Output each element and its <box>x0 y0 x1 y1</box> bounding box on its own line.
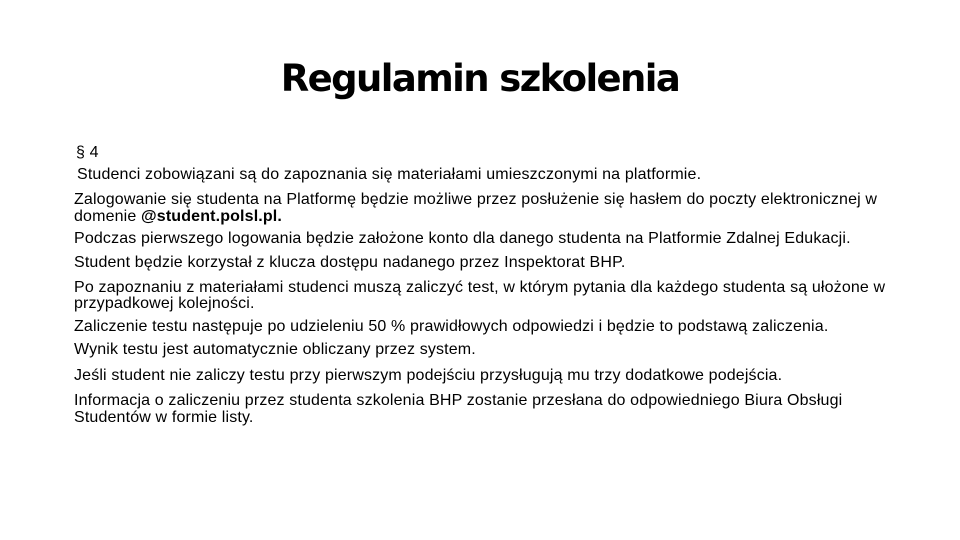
paragraph-6: Zaliczenie testu następuje po udzieleniu 50 % prawidłowych odpowiedzi i będzie to podstawą zaliczenia. <box>74 317 829 335</box>
email-domain: @student.polsl.pl. <box>141 207 282 225</box>
paragraph-1: Studenci zobowiązani są do zapoznania się materiałami umieszczonymi na platformie. <box>77 166 702 183</box>
slide-body <box>74 143 910 432</box>
paragraph-7: Wynik testu jest automatycznie obliczany przez system. <box>74 341 476 358</box>
paragraph-4: Student będzie korzystał z klucza dostępu nadanego przez Inspektorat BHP. <box>74 253 626 271</box>
paragraph-8: Jeśli student nie zaliczy testu przy pierwszym podejściu przysługują mu trzy dodatkowe podejścia. <box>74 367 783 384</box>
paragraph-2 <box>74 192 910 225</box>
paragraph-3: Podczas pierwszego logowania będzie założone konto dla danego studenta na Platformie Zdalnej Edukacji. <box>74 230 851 247</box>
slide-title: Regulamin szkolenia <box>280 57 680 100</box>
paragraph-2-text: Zalogowanie się studenta na Platformę będzie możliwe przez posłużenie się hasłem do poczty elektronicznej w domenie <box>74 191 878 225</box>
paragraph-5: Po zapoznaniu z materiałami studenci muszą zaliczyć test, w którym pytania dla każdego studenta są ułożone w przypadkowej kolejności. <box>74 278 886 312</box>
paragraph-9: Informacja o zaliczeniu przez studenta szkolenia BHP zostanie przesłana do odpowiedniego Biura Obsługi Studentów w formie listy. <box>74 392 843 426</box>
section-number: § 4 <box>76 144 99 161</box>
